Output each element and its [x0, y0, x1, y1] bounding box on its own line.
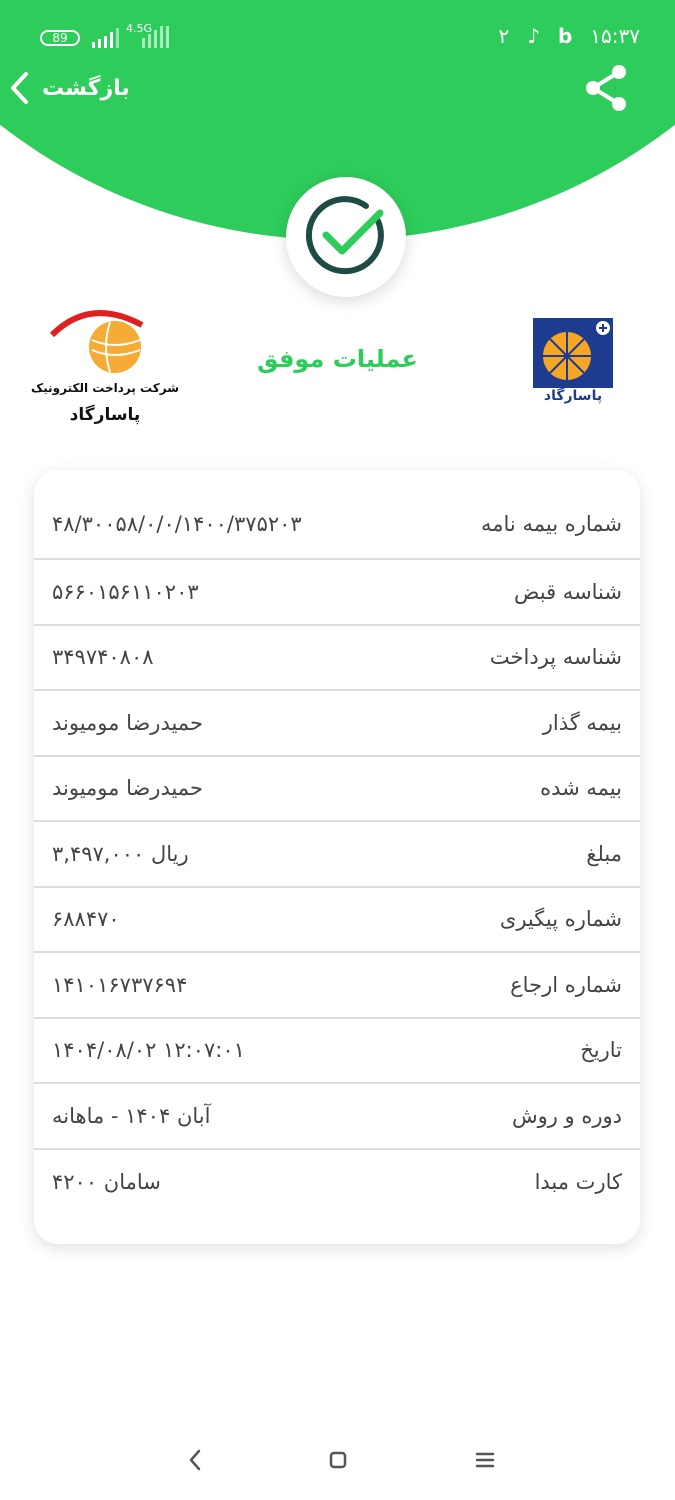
detail-value: ۶۸۸۴۷۰ — [52, 907, 120, 932]
app-b-icon: b — [557, 24, 573, 48]
detail-label: تاریخ — [580, 1038, 622, 1063]
detail-row-reference-number — [34, 953, 640, 1019]
detail-label: شماره ارجاع — [510, 972, 622, 997]
umbrella-logo-icon — [533, 318, 613, 388]
check-icon — [300, 191, 392, 283]
detail-row-tracking-number — [34, 888, 640, 954]
detail-value: حمیدرضا مومیوند — [52, 710, 203, 735]
detail-row-bill-id — [34, 560, 640, 626]
back-label: بازگشت — [42, 75, 130, 101]
status-right — [498, 24, 640, 48]
success-badge — [286, 177, 406, 297]
detail-value: ۱۴۱۰۱۶۷۳۷۶۹۴ — [52, 972, 188, 997]
detail-value: ۱۴۰۴/۰۸/۰۲ ۱۲:۰۷:۰۱ — [52, 1038, 245, 1063]
page-title: عملیات موفق — [257, 345, 418, 373]
notification-count: ۲ — [498, 24, 510, 48]
detail-row-amount — [34, 822, 640, 888]
pasargad-payment-logo — [30, 305, 180, 430]
chevron-left-icon — [8, 70, 32, 106]
detail-row-policy-number — [34, 470, 640, 560]
detail-label: شماره پیگیری — [499, 907, 622, 932]
nav-back-icon[interactable] — [180, 1445, 210, 1475]
detail-row-source-card — [34, 1150, 640, 1216]
detail-value: ۴۸/۳۰۰۵۸/۰/۰/۱۴۰۰/۳۷۵۲۰۳ — [52, 512, 302, 536]
globe-logo-icon — [30, 305, 180, 380]
detail-label: شماره بیمه نامه — [481, 512, 622, 536]
detail-value: ۳,۴۹۷,۰۰۰ ریال — [52, 841, 189, 866]
detail-value: حمیدرضا مومیوند — [52, 776, 203, 801]
insurance-logo-text: پاسارگاد — [543, 388, 603, 404]
detail-value: ۵۶۶۰۱۵۶۱۱۰۲۰۳ — [52, 579, 199, 604]
detail-row-insured — [34, 757, 640, 823]
detail-row-policyholder — [34, 691, 640, 757]
pasargad-insurance-logo — [533, 318, 613, 413]
nav-home-icon[interactable] — [323, 1445, 353, 1475]
detail-label: دوره و روش — [511, 1103, 622, 1128]
pay-company-name: شرکت پرداخت الکترونیک — [30, 381, 179, 395]
clock: ۱۵:۳۷ — [590, 24, 640, 48]
detail-label: بیمه شده — [540, 776, 622, 801]
receipt-card — [34, 470, 640, 1244]
detail-label: کارت مبدا — [534, 1170, 622, 1195]
detail-label: شناسه پرداخت — [489, 645, 622, 670]
network-label: 4.5G — [126, 22, 153, 35]
tiktok-icon: ♪ — [527, 24, 540, 48]
detail-value: آبان ۱۴۰۴ - ماهانه — [52, 1103, 211, 1128]
detail-label: مبلغ — [586, 841, 622, 866]
back-button[interactable] — [8, 66, 130, 110]
detail-label: بیمه گذار — [542, 710, 622, 735]
status-bar — [0, 22, 675, 56]
detail-value: سامان ۴۲۰۰ — [52, 1170, 161, 1195]
detail-row-period — [34, 1084, 640, 1150]
share-icon[interactable] — [585, 64, 629, 112]
pay-brand-name: پاسارگاد — [69, 405, 141, 425]
detail-label: شناسه قبض — [514, 579, 622, 604]
battery-icon: 89 — [40, 30, 80, 46]
nav-recents-icon[interactable] — [470, 1445, 500, 1475]
system-nav-bar — [0, 1435, 675, 1485]
detail-value: ۳۴۹۷۴۰۸۰۸ — [52, 645, 154, 670]
detail-row-date — [34, 1019, 640, 1085]
detail-row-payment-id — [34, 626, 640, 692]
